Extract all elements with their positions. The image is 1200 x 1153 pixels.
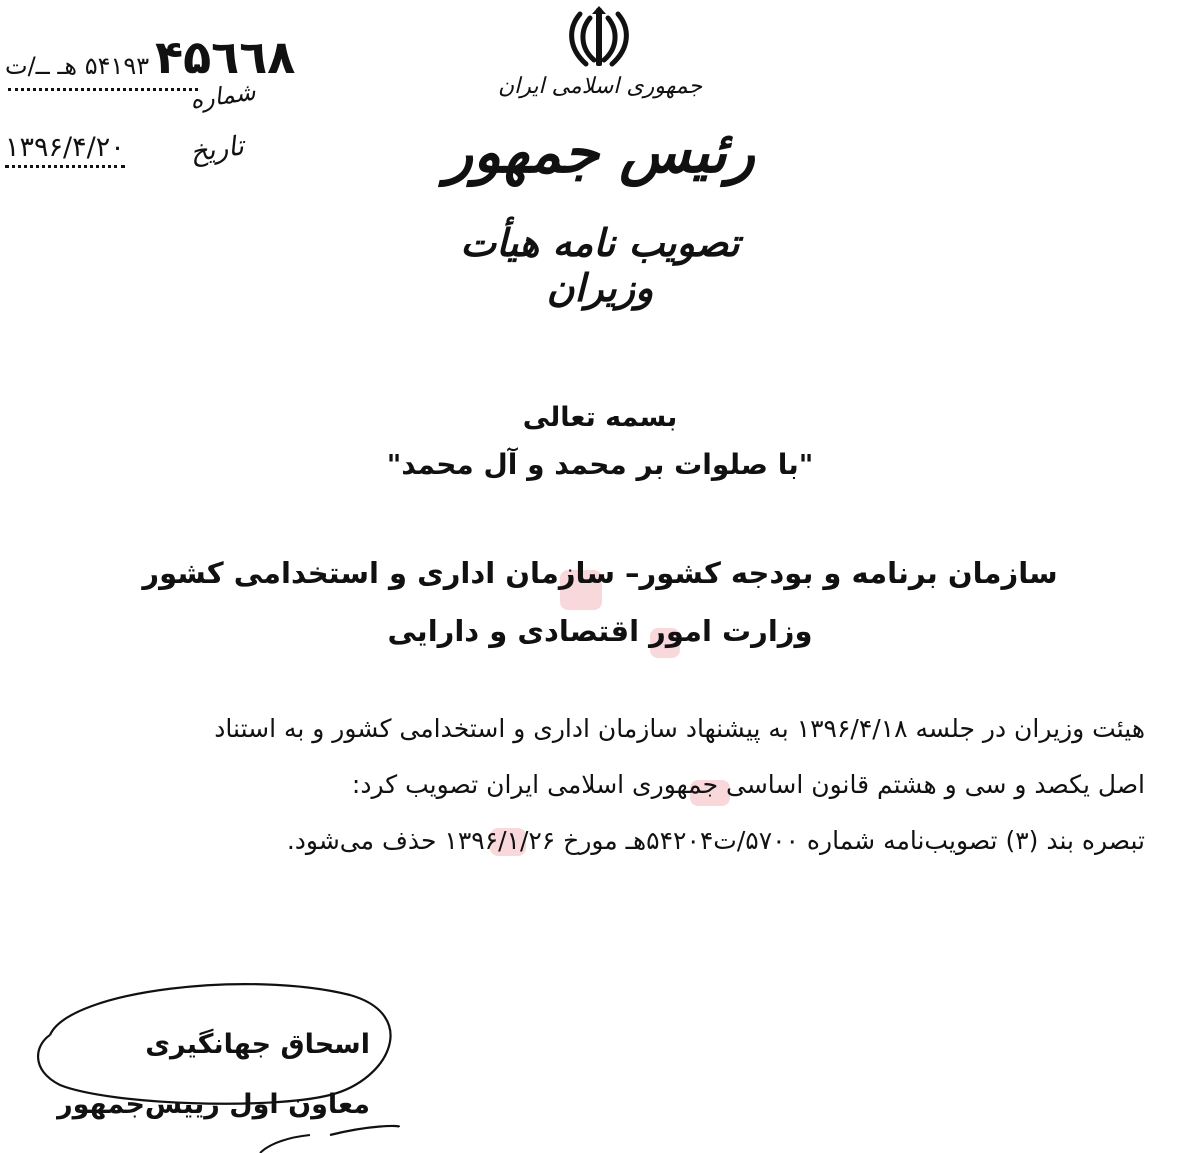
- iran-emblem-icon: [566, 4, 632, 70]
- decree-paragraph: هیئت وزیران در جلسه ۱۳۹۶/۴/۱۸ به پیشنهاد سازمان اداری و استخدامی کشور و به استناد: [214, 714, 1145, 743]
- addressee-line: سازمان برنامه و بودجه کشور– سازمان اداری و استخدامی کشور: [142, 556, 1058, 590]
- decree-paragraph: اصل یکصد و سی و هشتم قانون اساسی جمهوری اسلامی ایران تصویب کرد:: [351, 770, 1145, 799]
- republic-label: جمهوری اسلامی ایران: [497, 74, 703, 99]
- signer-name: اسحاق جهانگیری: [145, 1029, 370, 1060]
- signature-scribble: [30, 975, 400, 1153]
- letter-number: [5, 30, 315, 115]
- cabinet-decree-label: تصویب نامه هیأت وزیران: [460, 220, 740, 310]
- letter-date: [5, 128, 275, 176]
- letter-number-label: شماره: [188, 77, 258, 115]
- salawat-line: "با صلوات بر محمد و آل محمد": [386, 448, 814, 481]
- decree-paragraph: تبصره بند (۳) تصویب‌نامه شماره ۵۷۰۰/ت۵۴۲۰۴هـ مورخ ۱۳۹۶/۱/۲۶ حذف می‌شود.: [286, 826, 1145, 855]
- signature-block: [30, 975, 400, 1153]
- dotted-divider: [8, 88, 198, 91]
- letter-number-handwritten: ۴۵٦٦۸: [155, 30, 296, 84]
- invocation: بسمه تعالی: [522, 402, 678, 433]
- letter-number-prefix: ۵۴۱۹۳ هـ ــ/ت: [5, 52, 150, 80]
- signer-title: معاون اول رییس‌جمهور: [57, 1089, 370, 1120]
- letter-date-label: تاریخ: [188, 130, 246, 169]
- addressee-line: وزارت امور اقتصادی و دارایی: [387, 614, 813, 648]
- president-label: رئیس جمهور: [445, 118, 755, 186]
- letter-date-value: ۱۳۹۶/۴/۲۰: [5, 132, 125, 168]
